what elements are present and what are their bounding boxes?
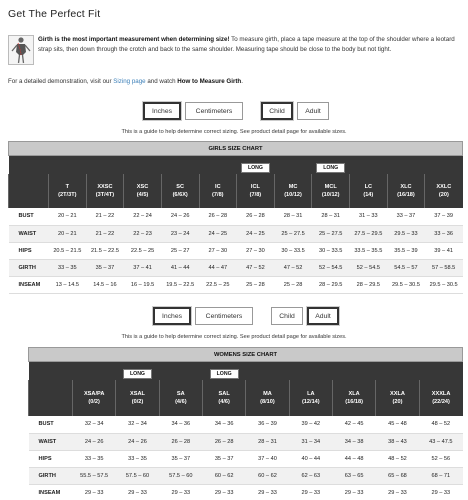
- table-cell: 33 – 35: [73, 450, 116, 467]
- table-cell: 27 – 30: [199, 242, 237, 259]
- table-cell: 22.5 – 25: [199, 276, 237, 293]
- table-cell: 29 – 33: [116, 484, 159, 500]
- table-cell: 29 – 33: [159, 484, 202, 500]
- long-badge: LONG: [210, 369, 239, 379]
- table-cell: 25 – 28: [237, 276, 275, 293]
- size-range: (4/5): [136, 192, 149, 198]
- table-cell: 26 – 28: [159, 433, 202, 450]
- table-cell: 35 – 37: [159, 450, 202, 467]
- size-range: (7/8): [249, 192, 262, 198]
- table-cell: 29 – 33: [419, 484, 462, 500]
- table-cell: 20 – 21: [49, 225, 87, 242]
- womens-size-chart: [28, 347, 463, 500]
- long-cell: [350, 156, 388, 175]
- table-cell: 25 – 28: [274, 276, 312, 293]
- long-cell: [237, 156, 275, 175]
- table-cell: 35 – 37: [86, 259, 124, 276]
- size-range: (16/18): [397, 192, 415, 198]
- table-row: [9, 225, 463, 242]
- size-range: (20): [392, 399, 403, 405]
- header-corner: [29, 362, 73, 381]
- table-cell: 37 – 40: [246, 450, 289, 467]
- size-column-header: [312, 174, 350, 208]
- table-cell: 20 – 21: [49, 208, 87, 225]
- table-cell: 48 – 52: [419, 416, 462, 433]
- size-range: (16/18): [345, 399, 363, 405]
- table-cell: 43 – 47.5: [419, 433, 462, 450]
- table-cell: 32 – 34: [73, 416, 116, 433]
- child-button[interactable]: Child: [271, 307, 303, 325]
- size-range: (10/12): [284, 192, 302, 198]
- row-label: GIRTH: [9, 259, 49, 276]
- table-cell: 30 – 33.5: [274, 242, 312, 259]
- size-code: XXLA: [390, 391, 405, 397]
- size-code: XSAL: [130, 391, 145, 397]
- header-corner: [29, 380, 73, 416]
- size-code: LA: [307, 391, 315, 397]
- table-cell: 34 – 36: [202, 416, 245, 433]
- long-cell: [246, 362, 289, 381]
- table-cell: 28 – 31: [274, 208, 312, 225]
- size-column-header: [419, 380, 462, 416]
- table-cell: 39 – 41: [425, 242, 463, 259]
- size-code: T: [65, 184, 70, 190]
- size-column-header: [237, 174, 275, 208]
- header-corner: [9, 174, 49, 208]
- size-column-header: [289, 380, 332, 416]
- long-cell: [274, 156, 312, 175]
- inches-button[interactable]: Inches: [153, 307, 191, 325]
- size-code: XSA/PA: [83, 391, 105, 397]
- size-column-header: [161, 174, 199, 208]
- table-cell: 28 – 31: [246, 433, 289, 450]
- table-cell: 29.5 – 33: [387, 225, 425, 242]
- long-cell: [73, 362, 116, 381]
- table-row: [29, 416, 463, 433]
- table-cell: 29 – 33: [376, 484, 419, 500]
- demo-line: [8, 78, 243, 85]
- demo-end: .: [241, 78, 243, 85]
- row-label: BUST: [29, 416, 73, 433]
- size-code: XXXLA: [431, 391, 451, 397]
- table-cell: 48 – 52: [376, 450, 419, 467]
- table-cell: 33 – 35: [49, 259, 87, 276]
- size-range: (3T/4T): [95, 192, 115, 198]
- table-cell: 27 – 30: [237, 242, 275, 259]
- size-code: MC: [288, 184, 298, 190]
- sizing-page-link[interactable]: Sizing page: [113, 78, 146, 85]
- size-column-header: [124, 174, 162, 208]
- table-cell: 27.5 – 29.5: [350, 225, 388, 242]
- long-cell: [116, 362, 159, 381]
- size-code: LC: [364, 184, 373, 190]
- size-column-header: [425, 174, 463, 208]
- table-row: [29, 433, 463, 450]
- table-cell: 26 – 28: [237, 208, 275, 225]
- table-cell: 24 – 25: [237, 225, 275, 242]
- table-cell: 24 – 25: [199, 225, 237, 242]
- table-cell: 57.5 – 60: [159, 467, 202, 484]
- size-code: SAL: [218, 391, 230, 397]
- long-cell: [202, 362, 245, 381]
- long-cell: [124, 156, 162, 175]
- header-corner: [9, 156, 49, 175]
- row-label: BUST: [9, 208, 49, 225]
- row-label: WAIST: [9, 225, 49, 242]
- table-row: [9, 208, 463, 225]
- girth-explanation: [38, 35, 466, 54]
- inches-button[interactable]: Inches: [143, 102, 181, 120]
- table-cell: 26 – 28: [202, 433, 245, 450]
- table-cell: 41 – 44: [161, 259, 199, 276]
- table-cell: 35.5 – 39: [387, 242, 425, 259]
- table-row: [9, 276, 463, 293]
- size-column-header: [246, 380, 289, 416]
- adult-button[interactable]: Adult: [307, 307, 339, 325]
- table-cell: 65 – 68: [376, 467, 419, 484]
- table-cell: 37 – 41: [124, 259, 162, 276]
- table-cell: 55.5 – 57.5: [73, 467, 116, 484]
- table-cell: 21 – 22: [86, 208, 124, 225]
- size-code: MA: [263, 391, 272, 397]
- centimeters-button[interactable]: Centimeters: [185, 102, 243, 120]
- size-range: (6/6X): [172, 192, 188, 198]
- girls-chart-title: GIRLS SIZE CHART: [9, 142, 463, 156]
- size-range: (0/2): [88, 399, 100, 405]
- table-cell: 26 – 28: [199, 208, 237, 225]
- how-to-measure-link[interactable]: How to Measure Girth: [177, 78, 242, 85]
- table-cell: 14.5 – 16: [86, 276, 124, 293]
- long-cell: [49, 156, 87, 175]
- table-cell: 60 – 62: [202, 467, 245, 484]
- size-range: (2T/3T): [58, 192, 77, 198]
- table-cell: 38 – 43: [376, 433, 419, 450]
- table-cell: 57 – 58.5: [425, 259, 463, 276]
- table-cell: 47 – 52: [237, 259, 275, 276]
- table-cell: 32 – 34: [116, 416, 159, 433]
- table-cell: 35 – 37: [202, 450, 245, 467]
- size-code: XSC: [136, 184, 149, 190]
- long-cell: [161, 156, 199, 175]
- size-range: (12/14): [301, 399, 320, 405]
- size-code: SA: [176, 391, 185, 397]
- table-cell: 45 – 48: [376, 416, 419, 433]
- long-cell: [419, 362, 462, 381]
- child-button[interactable]: Child: [261, 102, 293, 120]
- size-column-header: [387, 174, 425, 208]
- size-range: (14): [363, 192, 374, 198]
- table-cell: 28 – 29.5: [312, 276, 350, 293]
- size-code: XXLC: [436, 184, 452, 190]
- table-cell: 33 – 36: [425, 225, 463, 242]
- table-cell: 22 – 24: [124, 208, 162, 225]
- size-column-header: [86, 174, 124, 208]
- table-cell: 33 – 35: [116, 450, 159, 467]
- girth-emphasis: Girth is the most important measurement when determining size!: [38, 36, 230, 43]
- table-cell: 36 – 39: [246, 416, 289, 433]
- table-cell: 28 – 29.5: [350, 276, 388, 293]
- size-range: (0/2): [131, 399, 144, 405]
- girth-instructions: To measure girth, place a tape measure at the top of the shoulder where a leotard strap sits, then down through the crotch and back to the same shoulder. Measuring tape should be close to the body but not tight.: [38, 36, 455, 53]
- long-cell: [199, 156, 237, 175]
- intro-section: [8, 35, 464, 65]
- table-cell: 22 – 23: [124, 225, 162, 242]
- table-cell: 29.5 – 30.5: [425, 276, 463, 293]
- table-cell: 60 – 62: [246, 467, 289, 484]
- table-row: [9, 242, 463, 259]
- table-cell: 62 – 63: [289, 467, 332, 484]
- size-code: ICL: [250, 184, 260, 190]
- table-cell: 34 – 36: [159, 416, 202, 433]
- long-badge: LONG: [241, 163, 270, 173]
- table-cell: 31 – 33: [350, 208, 388, 225]
- table-cell: 42 – 45: [332, 416, 375, 433]
- girls-size-chart: [8, 141, 463, 294]
- size-column-header: [49, 174, 87, 208]
- table-cell: 21 – 22: [86, 225, 124, 242]
- table-cell: 29.5 – 30.5: [387, 276, 425, 293]
- demo-prefix: For a detailed demonstration, visit our: [8, 78, 114, 85]
- table-cell: 30 – 33.5: [312, 242, 350, 259]
- size-range: (7/8): [212, 192, 224, 198]
- table-cell: 52 – 54.5: [312, 259, 350, 276]
- size-range: (20): [438, 192, 449, 198]
- table-cell: 23 – 24: [161, 225, 199, 242]
- table-cell: 28 – 31: [312, 208, 350, 225]
- row-label: HIPS: [9, 242, 49, 259]
- table-cell: 54.5 – 57: [387, 259, 425, 276]
- size-code: XXSC: [97, 184, 113, 190]
- table-cell: 25 – 27: [161, 242, 199, 259]
- long-cell: [289, 362, 332, 381]
- table-cell: 52 – 54.5: [350, 259, 388, 276]
- table-cell: 24 – 26: [161, 208, 199, 225]
- table-cell: 20.5 – 21.5: [49, 242, 87, 259]
- page-title: Get The Perfect Fit: [8, 8, 101, 20]
- table-cell: 33.5 – 35.5: [350, 242, 388, 259]
- table-cell: 44 – 47: [199, 259, 237, 276]
- adult-button[interactable]: Adult: [297, 102, 329, 120]
- table-cell: 29 – 33: [332, 484, 375, 500]
- size-column-header: [73, 380, 116, 416]
- table-row: [29, 450, 463, 467]
- long-cell: [312, 156, 350, 175]
- table-cell: 68 – 71: [419, 467, 462, 484]
- centimeters-button[interactable]: Centimeters: [195, 307, 253, 325]
- row-label: INSEAM: [29, 484, 73, 500]
- table-cell: 57.5 – 60: [116, 467, 159, 484]
- long-cell: [387, 156, 425, 175]
- size-code: XLA: [348, 391, 360, 397]
- womens-guide-text: This is a guide to help determine correct sizing. See product detail page for available sizes.: [121, 334, 347, 340]
- table-cell: 24 – 26: [73, 433, 116, 450]
- long-badge: LONG: [123, 369, 152, 379]
- table-row: [9, 259, 463, 276]
- row-label: WAIST: [29, 433, 73, 450]
- table-cell: 39 – 42: [289, 416, 332, 433]
- size-column-header: [350, 174, 388, 208]
- size-range: (10/12): [321, 192, 340, 198]
- table-cell: 29 – 33: [73, 484, 116, 500]
- long-cell: [86, 156, 124, 175]
- womens-toggle-row: [153, 307, 343, 325]
- table-cell: 29 – 33: [289, 484, 332, 500]
- size-column-header: [202, 380, 245, 416]
- girls-toggle-row: [143, 102, 333, 120]
- long-badge: LONG: [316, 163, 345, 173]
- size-column-header: [274, 174, 312, 208]
- table-cell: 25 – 27.5: [274, 225, 312, 242]
- table-cell: 63 – 65: [332, 467, 375, 484]
- table-cell: 29 – 33: [202, 484, 245, 500]
- table-cell: 25 – 27.5: [312, 225, 350, 242]
- table-cell: 34 – 38: [332, 433, 375, 450]
- table-cell: 47 – 52: [274, 259, 312, 276]
- size-range: (4/6): [218, 399, 230, 405]
- table-cell: 37 – 39: [425, 208, 463, 225]
- table-row: [29, 484, 463, 500]
- long-cell: [159, 362, 202, 381]
- size-column-header: [376, 380, 419, 416]
- table-cell: 33 – 37: [387, 208, 425, 225]
- size-code: XLC: [400, 184, 412, 190]
- size-range: (22/24): [432, 399, 450, 405]
- table-cell: 40 – 44: [289, 450, 332, 467]
- leotard-figure-icon: [8, 35, 34, 65]
- table-cell: 31 – 34: [289, 433, 332, 450]
- table-cell: 21.5 – 22.5: [86, 242, 124, 259]
- size-column-header: [199, 174, 237, 208]
- row-label: GIRTH: [29, 467, 73, 484]
- size-code: MCL: [324, 184, 337, 190]
- row-label: INSEAM: [9, 276, 49, 293]
- table-cell: 52 – 56: [419, 450, 462, 467]
- long-cell: [425, 156, 463, 175]
- size-column-header: [159, 380, 202, 416]
- row-label: HIPS: [29, 450, 73, 467]
- size-code: IC: [215, 184, 221, 190]
- table-cell: 22.5 – 25: [124, 242, 162, 259]
- size-range: (8/10): [260, 399, 275, 405]
- table-cell: 29 – 33: [246, 484, 289, 500]
- womens-chart-title: WOMENS SIZE CHART: [29, 348, 463, 362]
- size-range: (4/6): [175, 399, 187, 405]
- table-cell: 16 – 19.5: [124, 276, 162, 293]
- table-row: [29, 467, 463, 484]
- table-cell: 44 – 48: [332, 450, 375, 467]
- table-cell: 13 – 14.5: [49, 276, 87, 293]
- size-code: SC: [176, 184, 185, 190]
- long-cell: [332, 362, 375, 381]
- long-cell: [376, 362, 419, 381]
- size-column-header: [116, 380, 159, 416]
- demo-mid: and watch: [145, 78, 178, 85]
- girls-guide-text: This is a guide to help determine correct sizing. See product detail page for available sizes.: [121, 129, 347, 135]
- table-cell: 24 – 26: [116, 433, 159, 450]
- size-column-header: [332, 380, 375, 416]
- table-cell: 19.5 – 22.5: [161, 276, 199, 293]
